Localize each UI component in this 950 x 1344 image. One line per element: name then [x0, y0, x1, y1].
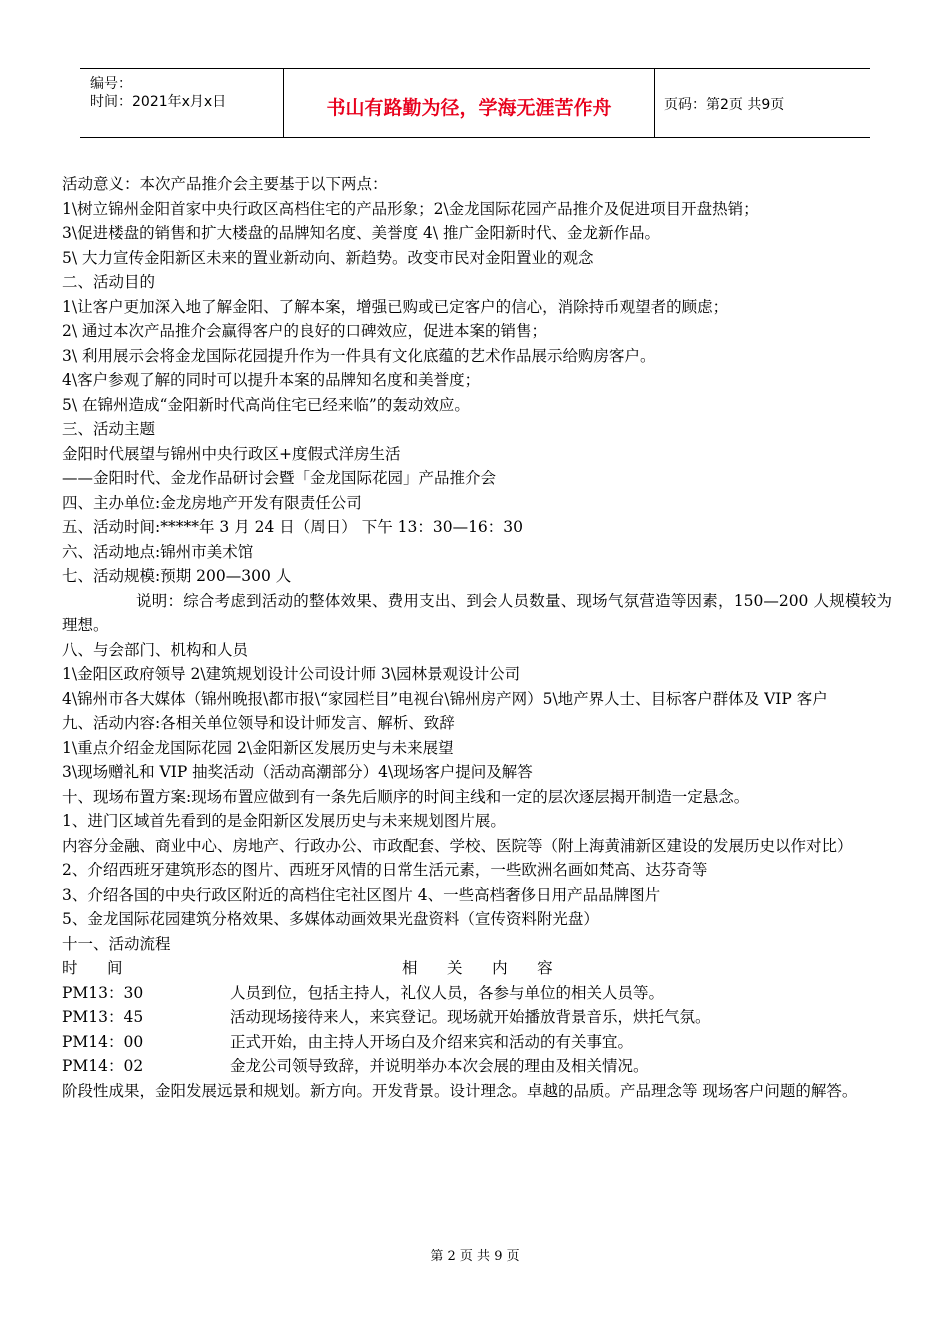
section-heading: 八、与会部门、机构和人员 — [62, 640, 249, 659]
paragraph-line: 3\ 利用展示会将金龙国际花园提升作为一件具有文化底蕴的艺术作品展示给购房客户。 — [62, 346, 656, 365]
document-body — [62, 172, 892, 1103]
schedule-row — [62, 1054, 892, 1079]
schedule-content: 活动现场接待来人，来宾登记。现场就开始播放背景音乐，烘托气氛。 — [230, 1008, 711, 1026]
paragraph-line: 4\客户参观了解的同时可以提升本案的品牌知名度和美誉度； — [62, 371, 481, 389]
schedule-content: 金龙公司领导致辞，并说明举办本次会展的理由及相关情况。 — [230, 1057, 649, 1075]
schedule-content: 正式开始，由主持人开场白及介绍来宾和活动的有关事宜。 — [230, 1032, 634, 1051]
schedule-row — [62, 981, 892, 1006]
paragraph-line: 4\锦州市各大媒体（锦州晚报\都市报\“家园栏目”电视台\锦州房产网）5\地产界人士、目标客户群体及 VIP 客户 — [62, 689, 828, 708]
schedule-time: PM14：00 — [62, 1032, 144, 1051]
section-heading: 七、活动规模:预期 200—300 人 — [62, 567, 292, 585]
section-heading: 十一、活动流程 — [62, 934, 171, 953]
section-heading: 六、活动地点:锦州市美术馆 — [62, 542, 254, 561]
paragraph-line: 1、进门区域首先看到的是金阳新区发展历史与未来规划图片展。 — [62, 812, 506, 830]
paragraph-line: 阶段性成果，金阳发展远景和规划。新方向。开发背景。设计理念。卓越的品质。产品理念等 现场客户问题的解答。 — [62, 1081, 858, 1100]
paragraph-line: 内容分金融、商业中心、房地产、行政办公、市政配套、学校、医院等（附上海黄浦新区建设的发展历史以作对比） — [62, 836, 853, 855]
header-page-cell — [654, 69, 870, 137]
schedule-header-content: 相 关 内 容 — [402, 959, 553, 977]
paragraph-line: 5\ 大力宣传金阳新区未来的置业新动向、新趋势。改变市民对金阳置业的观念 — [62, 248, 594, 267]
schedule-time: PM13：45 — [62, 1008, 144, 1026]
section-heading: 五、活动时间:*****年 3 月 24 日（周日） 下午 13：30—16：30 — [62, 518, 524, 536]
section-heading: 二、活动目的 — [62, 273, 156, 291]
schedule-header — [62, 956, 892, 981]
paragraph-line: 5、金龙国际花园建筑分格效果、多媒体动画效果光盘资料（宣传资料附光盘） — [62, 910, 599, 928]
section-heading: 四、主办单位:金龙房地产开发有限责任公司 — [62, 493, 362, 512]
header-motto: 书山有路勤为径，学海无涯苦作舟 — [326, 97, 612, 119]
paragraph-line: 3\现场赠礼和 VIP 抽奖活动（活动高潮部分）4\现场客户提问及解答 — [62, 763, 533, 781]
paragraph-line: 5\ 在锦州造成“金阳新时代高尚住宅已经来临”的轰动效应。 — [62, 395, 470, 414]
paragraph-line: 说明：综合考虑到活动的整体效果、费用支出、到会人员数量、现场气氛营造等因素，150—200 人规模较为理想。 — [62, 591, 892, 634]
schedule-row — [62, 1005, 892, 1030]
schedule-row — [62, 1030, 892, 1055]
section-heading: 三、活动主题 — [62, 420, 156, 438]
header-meta-cell — [80, 69, 283, 137]
paragraph-line: 1\重点介绍金龙国际花园 2\金阳新区发展历史与未来展望 — [62, 738, 454, 757]
header-motto-cell — [283, 69, 655, 137]
schedule-time: PM13：30 — [62, 983, 144, 1002]
paragraph-line: 金阳时代展望与锦州中央行政区+度假式洋房生活 — [62, 444, 401, 463]
paragraph-line: 3\促进楼盘的销售和扩大楼盘的品牌知名度、美誉度 4\ 推广金阳新时代、金龙新作品。 — [62, 224, 661, 242]
paragraph-line: 2\ 通过本次产品推介会赢得客户的良好的口碑效应，促进本案的销售； — [62, 322, 548, 340]
page-header — [80, 68, 870, 138]
paragraph-line: 1\让客户更加深入地了解金阳、了解本案，增强已购或已定客户的信心，消除持币观望者的顾虑； — [62, 297, 729, 316]
section-heading: 十、现场布置方案:现场布置应做到有一条先后顺序的时间主线和一定的层次逐层揭开制造一定悬念。 — [62, 787, 750, 806]
paragraph-line: 活动意义：本次产品推介会主要基于以下两点： — [62, 175, 388, 193]
paragraph-line: 1\树立锦州金阳首家中央行政区高档住宅的产品形象；2\金龙国际花园产品推介及促进项目开盘热销； — [62, 199, 759, 218]
document-date-label: 时间：2021年x月x日 — [90, 94, 227, 110]
document-number-label: 编号： — [90, 76, 132, 92]
page-footer: 第 2 页 共 9 页 — [430, 1249, 520, 1264]
schedule-header-time: 时 间 — [62, 959, 123, 977]
schedule-content: 人员到位，包括主持人，礼仪人员，各参与单位的相关人员等。 — [230, 983, 665, 1002]
paragraph-line: 2、介绍西班牙建筑形态的图片、西班牙风情的日常生活元素，一些欧洲名画如梵高、达芬奇等 — [62, 861, 708, 879]
schedule-time: PM14：02 — [62, 1057, 144, 1075]
header-page-number: 页码：第2页 共9页 — [664, 97, 785, 113]
section-heading: 九、活动内容:各相关单位领导和设计师发言、解析、致辞 — [62, 714, 455, 732]
paragraph-line: ——金阳时代、金龙作品研讨会暨「金龙国际花园」产品推介会 — [62, 469, 497, 487]
paragraph-line: 3、介绍各国的中央行政区附近的高档住宅社区图片 4、一些高档奢侈日用产品品牌图片 — [62, 885, 661, 904]
paragraph-line: 1\金阳区政府领导 2\建筑规划设计公司设计师 3\园林景观设计公司 — [62, 665, 521, 683]
